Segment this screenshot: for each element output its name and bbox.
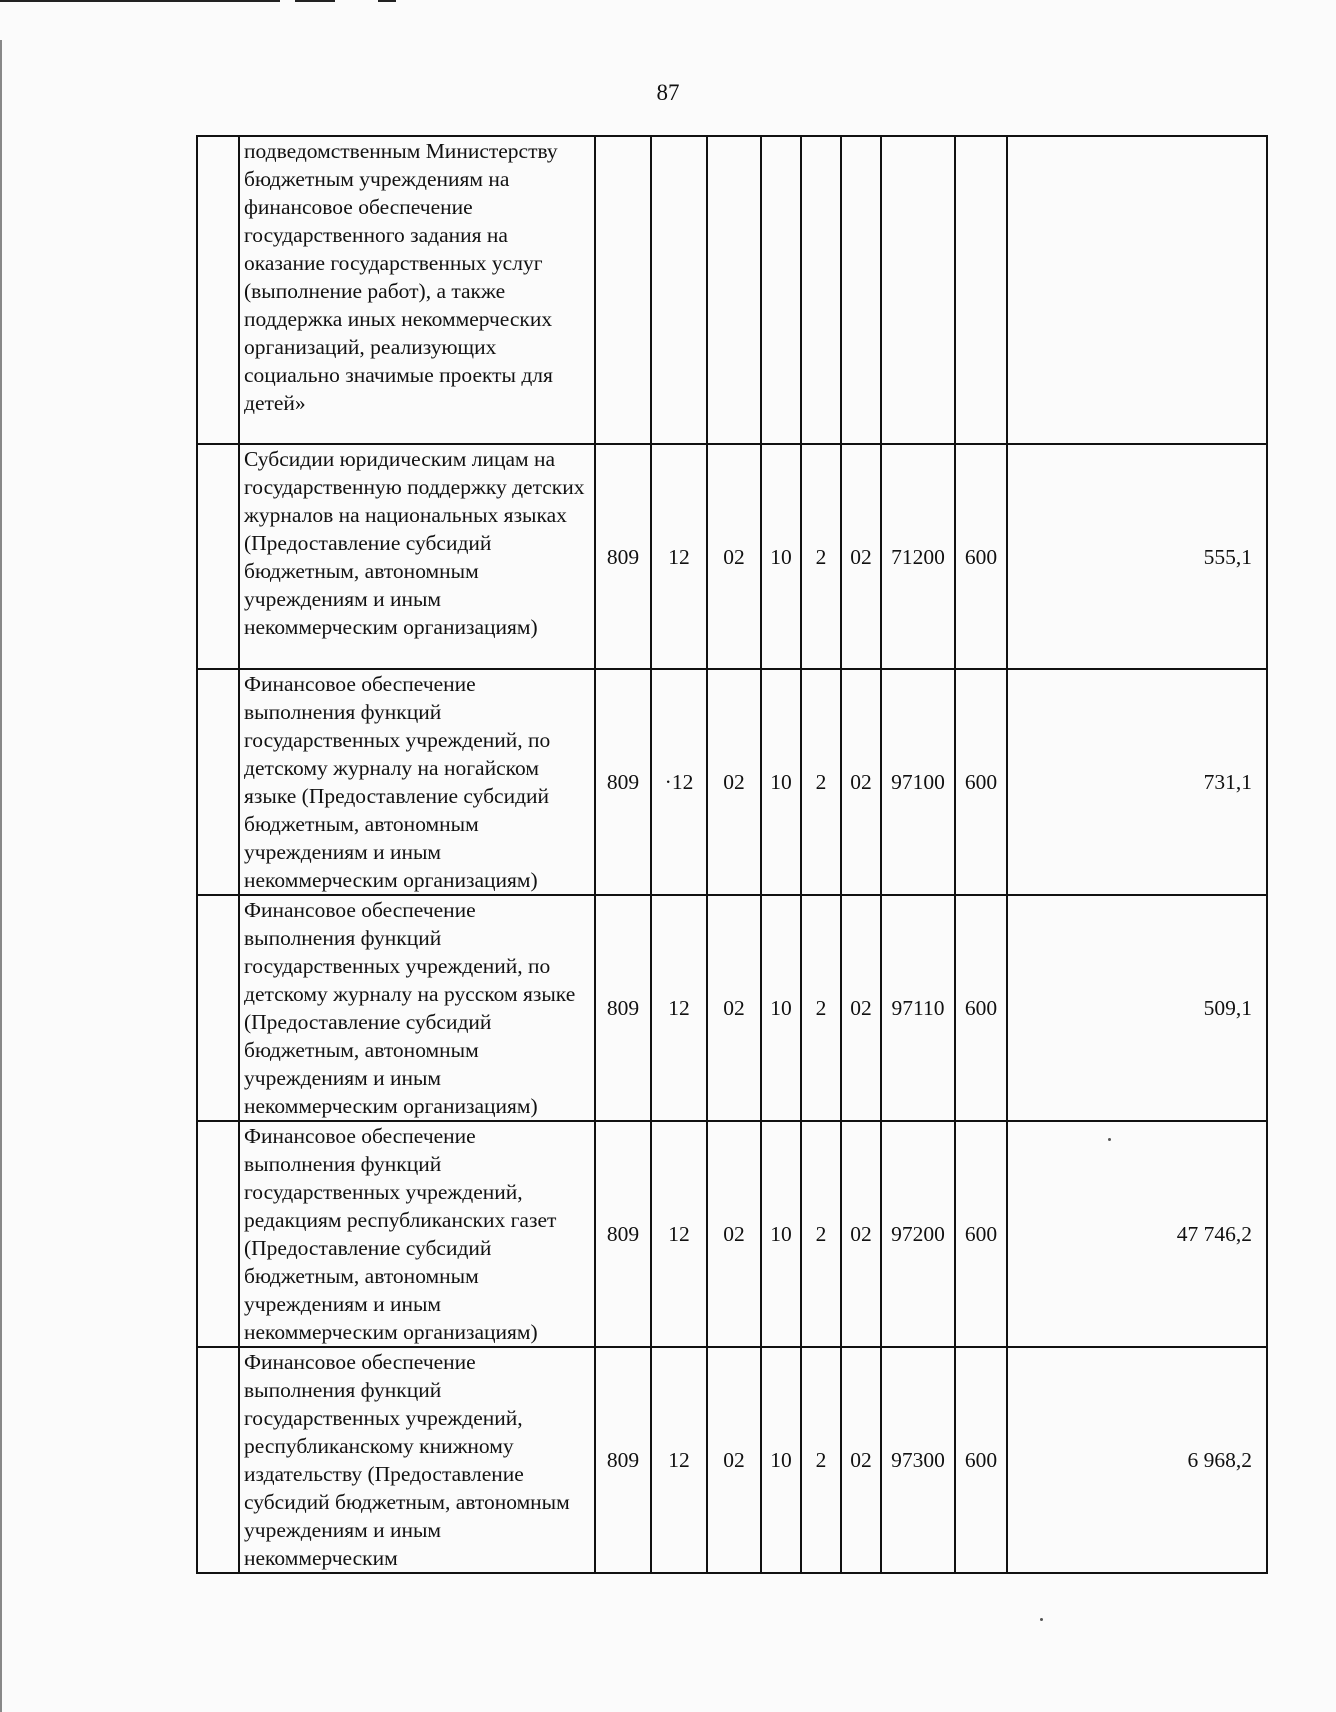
code-cell: 02 [707,444,761,669]
code-cell: 600 [955,1347,1007,1573]
code-cell [841,136,881,444]
code-cell: 10 [761,1121,801,1347]
scan-speck [1040,1618,1043,1621]
amount-cell: 731,1 [1007,669,1267,895]
code-cell: 02 [841,669,881,895]
description-cell: Финансовое обеспечение выполнения функций государственных учреждений, по детскому журналу на русском языке (Предоставление субсидий бюджетным, автономным учреждениям и иным некоммерческим организациям) [239,895,595,1121]
code-cell: 02 [841,895,881,1121]
code-cell: 02 [707,669,761,895]
code-cell [801,136,841,444]
code-cell: 809 [595,1121,651,1347]
budget-table [196,135,1268,1574]
table-row [197,669,1267,895]
code-cell: 809 [595,895,651,1121]
blank-cell [197,136,239,444]
code-cell: 2 [801,895,841,1121]
code-cell: 10 [761,669,801,895]
code-cell: 97200 [881,1121,955,1347]
code-cell [707,136,761,444]
amount-cell: 509,1 [1007,895,1267,1121]
code-cell: 12 [651,895,707,1121]
blank-cell [197,895,239,1121]
blank-cell [197,1347,239,1573]
code-cell: 809 [595,669,651,895]
code-cell: 97110 [881,895,955,1121]
code-cell: 10 [761,444,801,669]
code-cell: 10 [761,1347,801,1573]
code-cell: 809 [595,1347,651,1573]
code-cell: 02 [707,1347,761,1573]
blank-cell [197,669,239,895]
amount-cell: 6 968,2 [1007,1347,1267,1573]
code-cell: 600 [955,895,1007,1121]
code-cell: 2 [801,444,841,669]
table-row [197,1121,1267,1347]
page-number: 87 [656,80,680,105]
table-row [197,1347,1267,1573]
scan-artifact-line [0,0,280,2]
code-cell [651,136,707,444]
code-cell: 02 [841,444,881,669]
scan-artifact-line [0,40,2,1712]
blank-cell [197,444,239,669]
code-cell: 600 [955,669,1007,895]
scan-artifact-line [295,0,335,2]
code-cell: 02 [707,895,761,1121]
blank-cell [197,1121,239,1347]
description-cell: Субсидии юридическим лицам на государственную поддержку детских журналов на национальных языках (Предоставление субсидий бюджетным, автономным учреждениям и иным некоммерческим организациям) [239,444,595,669]
code-cell: 12 [651,1121,707,1347]
code-cell: 97300 [881,1347,955,1573]
description-cell: подведомственным Министерству бюджетным учреждениям на финансовое обеспечение государственного задания на оказание государственных услуг (выполнение работ), а также поддержка иных некоммерческих организаций, реализующих социально значимые проекты для детей» [239,136,595,444]
code-cell: 12 [651,444,707,669]
code-cell [955,136,1007,444]
code-cell: 2 [801,669,841,895]
code-cell: 02 [841,1347,881,1573]
code-cell: 809 [595,444,651,669]
amount-cell [1007,136,1267,444]
code-cell: 71200 [881,444,955,669]
code-cell: 02 [707,1121,761,1347]
code-cell: 02 [841,1121,881,1347]
code-cell: ·12 [651,669,707,895]
table-row [197,136,1267,444]
scan-artifact-line [378,0,396,2]
code-cell: 600 [955,444,1007,669]
description-cell: Финансовое обеспечение выполнения функций государственных учреждений, редакциям республиканских газет (Предоставление субсидий бюджетным, автономным учреждениям и иным некоммерческим организациям) [239,1121,595,1347]
table-row [197,444,1267,669]
code-cell: 10 [761,895,801,1121]
table-row [197,895,1267,1121]
description-cell: Финансовое обеспечение выполнения функций государственных учреждений, по детскому журналу на ногайском языке (Предоставление субсидий бюджетным, автономным учреждениям и иным некоммерческим организациям) [239,669,595,895]
description-cell: Финансовое обеспечение выполнения функций государственных учреждений, республиканскому книжному издательству (Предоставление субсидий бюджетным, автономным учреждениям и иным некоммерческим [239,1347,595,1573]
code-cell: 600 [955,1121,1007,1347]
code-cell: 12 [651,1347,707,1573]
code-cell [881,136,955,444]
amount-cell: 47 746,2 [1007,1121,1267,1347]
amount-cell: 555,1 [1007,444,1267,669]
code-cell: 2 [801,1121,841,1347]
code-cell [595,136,651,444]
scan-speck [1108,1138,1111,1141]
code-cell: 97100 [881,669,955,895]
code-cell [761,136,801,444]
code-cell: 2 [801,1347,841,1573]
